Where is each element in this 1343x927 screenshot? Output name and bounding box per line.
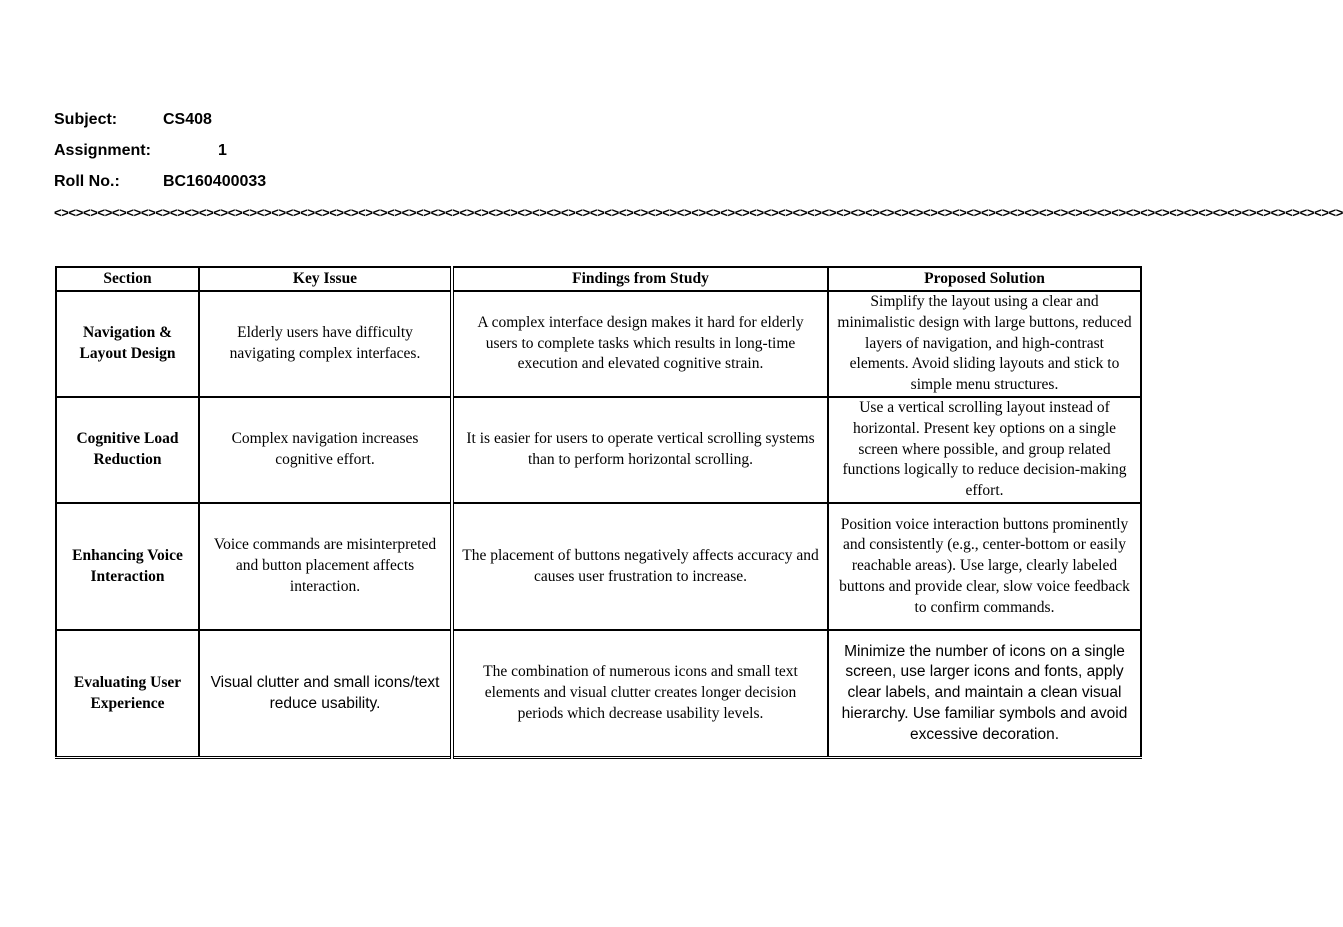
issue-cell: Visual clutter and small icons/text reduce usability. [199,630,452,758]
finding-cell: The combination of numerous icons and small text elements and visual clutter creates longer decision periods which decrease usability levels. [452,630,828,758]
section-cell: Navigation & Layout Design [56,291,199,397]
header-section: Section [56,267,199,291]
issue-cell: Voice commands are misinterpreted and button placement affects interaction. [199,503,452,630]
solution-cell: Simplify the layout using a clear and minimalistic design with large buttons, reduced layers of navigation, and high-contrast elements. Avoid sliding layouts and stick to simple menu structures. [828,291,1141,397]
table-row [56,503,1141,630]
findings-table [55,266,1142,759]
roll-value: BC160400033 [163,173,267,190]
table-row [56,397,1141,503]
table-row [56,291,1141,397]
assignment-line [54,142,227,160]
header-findings: Findings from Study [452,267,828,291]
issue-cell: Complex navigation increases cognitive effort. [199,397,452,503]
section-cell: Evaluating User Experience [56,630,199,758]
solution-cell: Position voice interaction buttons prominently and consistently (e.g., center-bottom or easily reachable areas). Use large, clearly labeled buttons and provide clear, slow voice feedback to confirm commands. [828,503,1141,630]
finding-cell: The placement of buttons negatively affects accuracy and causes user frustration to increase. [452,503,828,630]
header-proposed-solution: Proposed Solution [828,267,1141,291]
header-key-issue: Key Issue [199,267,452,291]
separator-line: <><><><><><><><><><><><><><><><><><><><><><><><><><><><><><><><><><><><><><><><><><><><><><><><><><><><><><><><><><><><><><><><><><><><><><><><><><><><><><><><><><><><><><><><><> [54,205,1343,220]
roll-label: Roll No.: [54,173,120,190]
issue-cell: Elderly users have difficulty navigating complex interfaces. [199,291,452,397]
assignment-label: Assignment: [54,142,151,159]
subject-label: Subject: [54,111,118,128]
section-cell: Cognitive Load Reduction [56,397,199,503]
finding-cell: A complex interface design makes it hard for elderly users to complete tasks which results in long-time execution and elevated cognitive strain. [452,291,828,397]
solution-cell: Use a vertical scrolling layout instead of horizontal. Present key options on a single screen where possible, and group related functions logically to reduce decision-making effort. [828,397,1141,503]
subject-line [54,111,212,129]
section-cell: Enhancing Voice Interaction [56,503,199,630]
roll-line [54,173,267,191]
subject-value: CS408 [163,111,212,128]
solution-cell: Minimize the number of icons on a single screen, use larger icons and fonts, apply clear labels, and maintain a clean visual hierarchy. Use familiar symbols and avoid excessive decoration. [828,630,1141,758]
assignment-value: 1 [218,142,227,159]
table-header-row [56,267,1141,291]
table-row [56,630,1141,758]
finding-cell: It is easier for users to operate vertical scrolling systems than to perform horizontal scrolling. [452,397,828,503]
